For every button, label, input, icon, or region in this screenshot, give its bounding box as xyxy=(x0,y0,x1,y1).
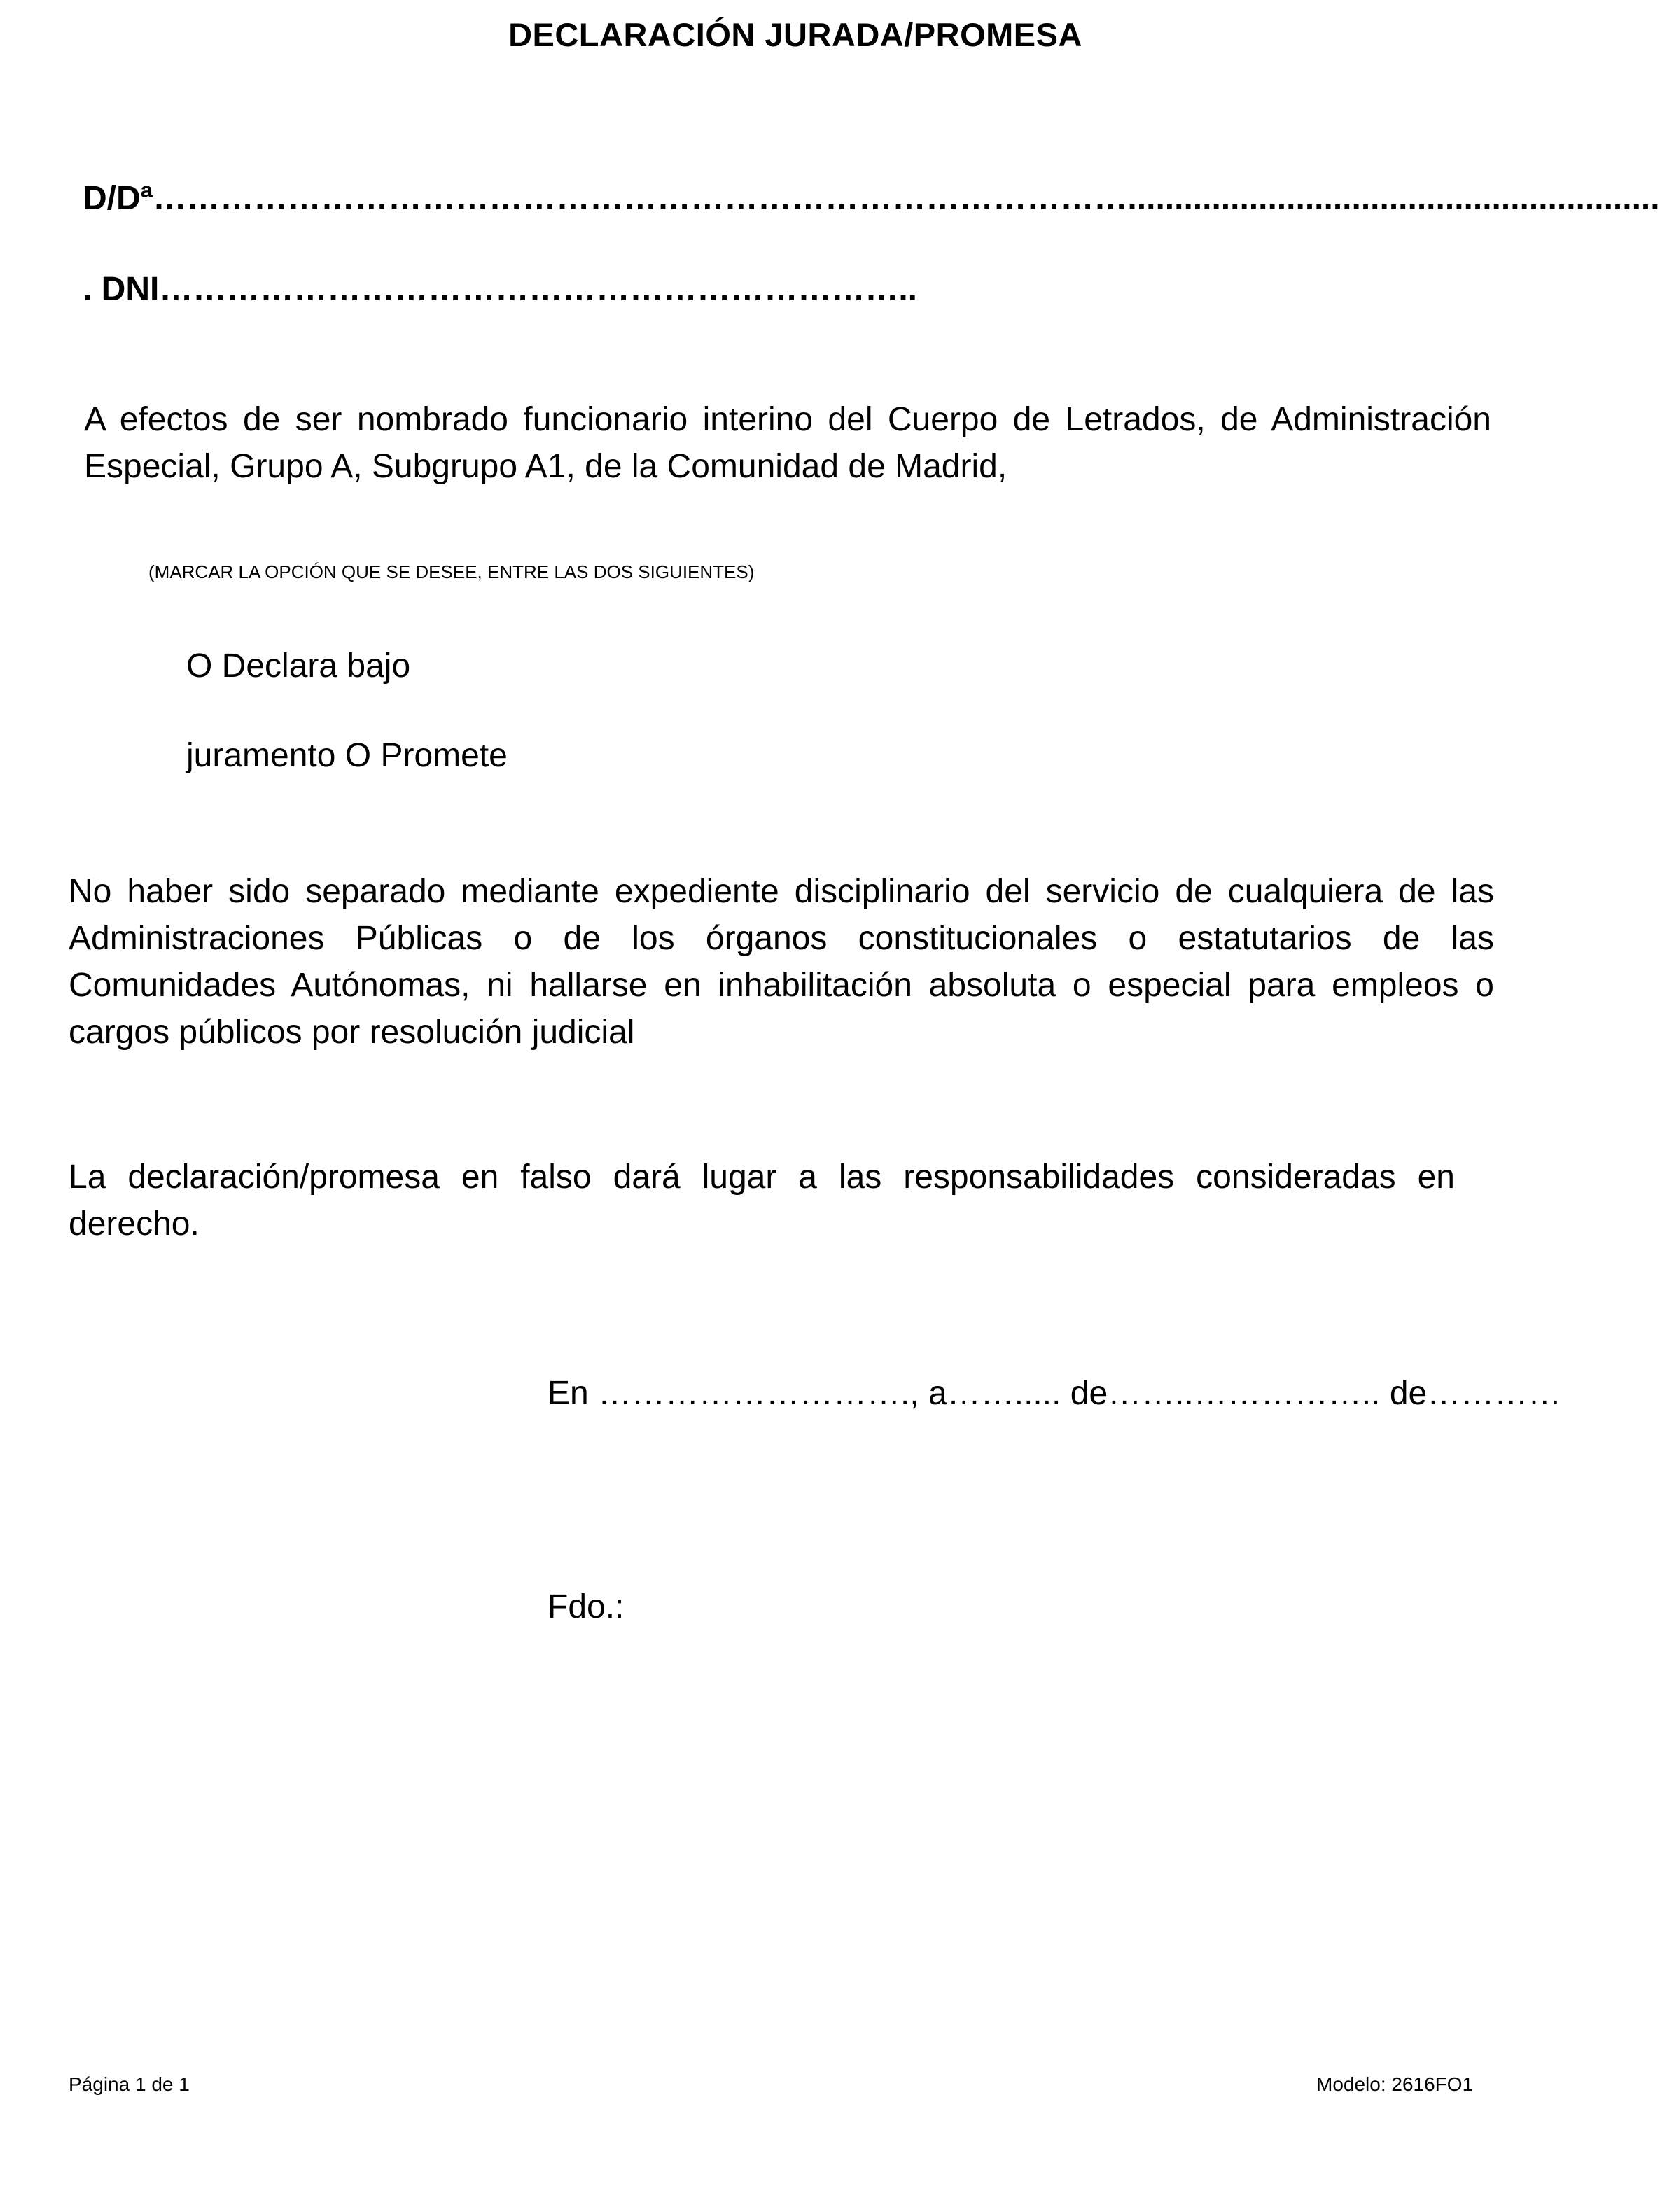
place-date-line: En ………………………., a……..... de……..…………….. de………… xyxy=(547,1375,1562,1412)
signature-label: Fdo.: xyxy=(547,1588,625,1625)
name-field-line: D/Dª……………………………………………………………………………......................................................... xyxy=(83,180,1660,217)
declaration-line-3: Comunidades Autónomas, ni hallarse en inhabilitación absoluta o especial para empleos o xyxy=(69,967,1494,1004)
model-code: Modelo: 2616FO1 xyxy=(1316,2073,1474,2095)
declaration-line-1: No haber sido separado mediante expediente disciplinario del servicio de cualquiera de las xyxy=(69,873,1494,910)
declaration-line-2: Administraciones Públicas o de los órganos constitucionales o estatutarios de las xyxy=(69,920,1494,957)
document-title: DECLARACIÓN JURADA/PROMESA xyxy=(508,16,1082,53)
warning-line-1: La declaración/promesa en falso dará lugar a las responsabilidades consideradas en xyxy=(69,1158,1455,1196)
intro-line-1: A efectos de ser nombrado funcionario interino del Cuerpo de Letrados, de Administración xyxy=(84,401,1491,438)
option-instruction: (MARCAR LA OPCIÓN QUE SE DESEE, ENTRE LAS DOS SIGUIENTES) xyxy=(148,561,755,582)
page-number: Página 1 de 1 xyxy=(69,2073,190,2095)
dni-field-line: . DNI………………………………………………………….. xyxy=(83,271,918,308)
declaration-line-4: cargos públicos por resolución judicial xyxy=(69,1014,635,1051)
option-line-1: O Declara bajo xyxy=(186,648,411,685)
intro-line-2: Especial, Grupo A, Subgrupo A1, de la Comunidad de Madrid, xyxy=(84,448,1007,485)
warning-line-2: derecho. xyxy=(69,1205,200,1242)
option-line-2: juramento O Promete xyxy=(186,737,508,774)
